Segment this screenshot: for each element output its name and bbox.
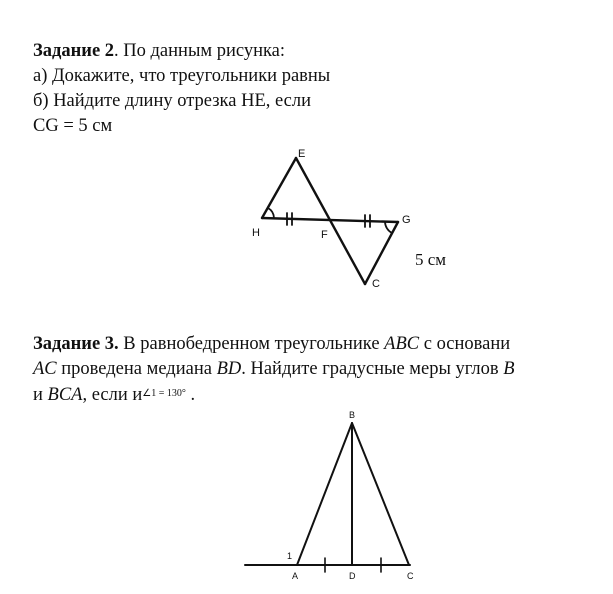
task3-l3-angle: ∠1 = 130° — [142, 388, 186, 399]
label-H: H — [252, 227, 260, 239]
task3-l3-start: и — [33, 385, 48, 405]
task3-l1-tail: с основани — [419, 334, 511, 354]
label-F: F — [321, 229, 328, 241]
task2-title-bold: Задание 2 — [33, 41, 115, 61]
label-A: A — [292, 571, 299, 581]
label-C: C — [372, 278, 380, 290]
task3-l3-mid: , если и — [82, 385, 143, 405]
task3-l2-bd: BD — [216, 359, 242, 379]
task3-title-bold: Задание 3. — [33, 334, 119, 354]
task3-l2-ac: AC — [33, 359, 57, 379]
task3-l2-tail: . Найдите градусные меры углов — [241, 359, 504, 379]
segment-AB — [297, 423, 352, 565]
task3-l2-b: B — [503, 359, 515, 379]
segment-BC — [352, 423, 409, 565]
label-E: E — [298, 148, 306, 160]
task2-line-cg: CG = 5 см — [33, 116, 113, 136]
task3-l1-text: В равнобедренном треугольнике — [118, 334, 385, 354]
task3-l3-end: . — [185, 385, 196, 405]
label-D: D — [349, 571, 356, 581]
task2-line-b: б) Найдите длину отрезка HE, если — [33, 91, 312, 111]
label-C3: C — [407, 571, 414, 581]
label-G: G — [402, 214, 411, 226]
label-B: B — [349, 410, 356, 420]
task3-l2-mid: проведена медиана — [56, 359, 217, 379]
length-label: 5 см — [415, 250, 447, 269]
task3-l3-bca: BCA — [47, 385, 83, 405]
task2-title-rest: . По данным рисунка: — [114, 41, 286, 61]
task2-line-a: а) Докажите, что треугольники равны — [33, 66, 331, 86]
label-angle-1: 1 — [287, 551, 293, 561]
task3-l1-abc: ABC — [384, 334, 420, 354]
